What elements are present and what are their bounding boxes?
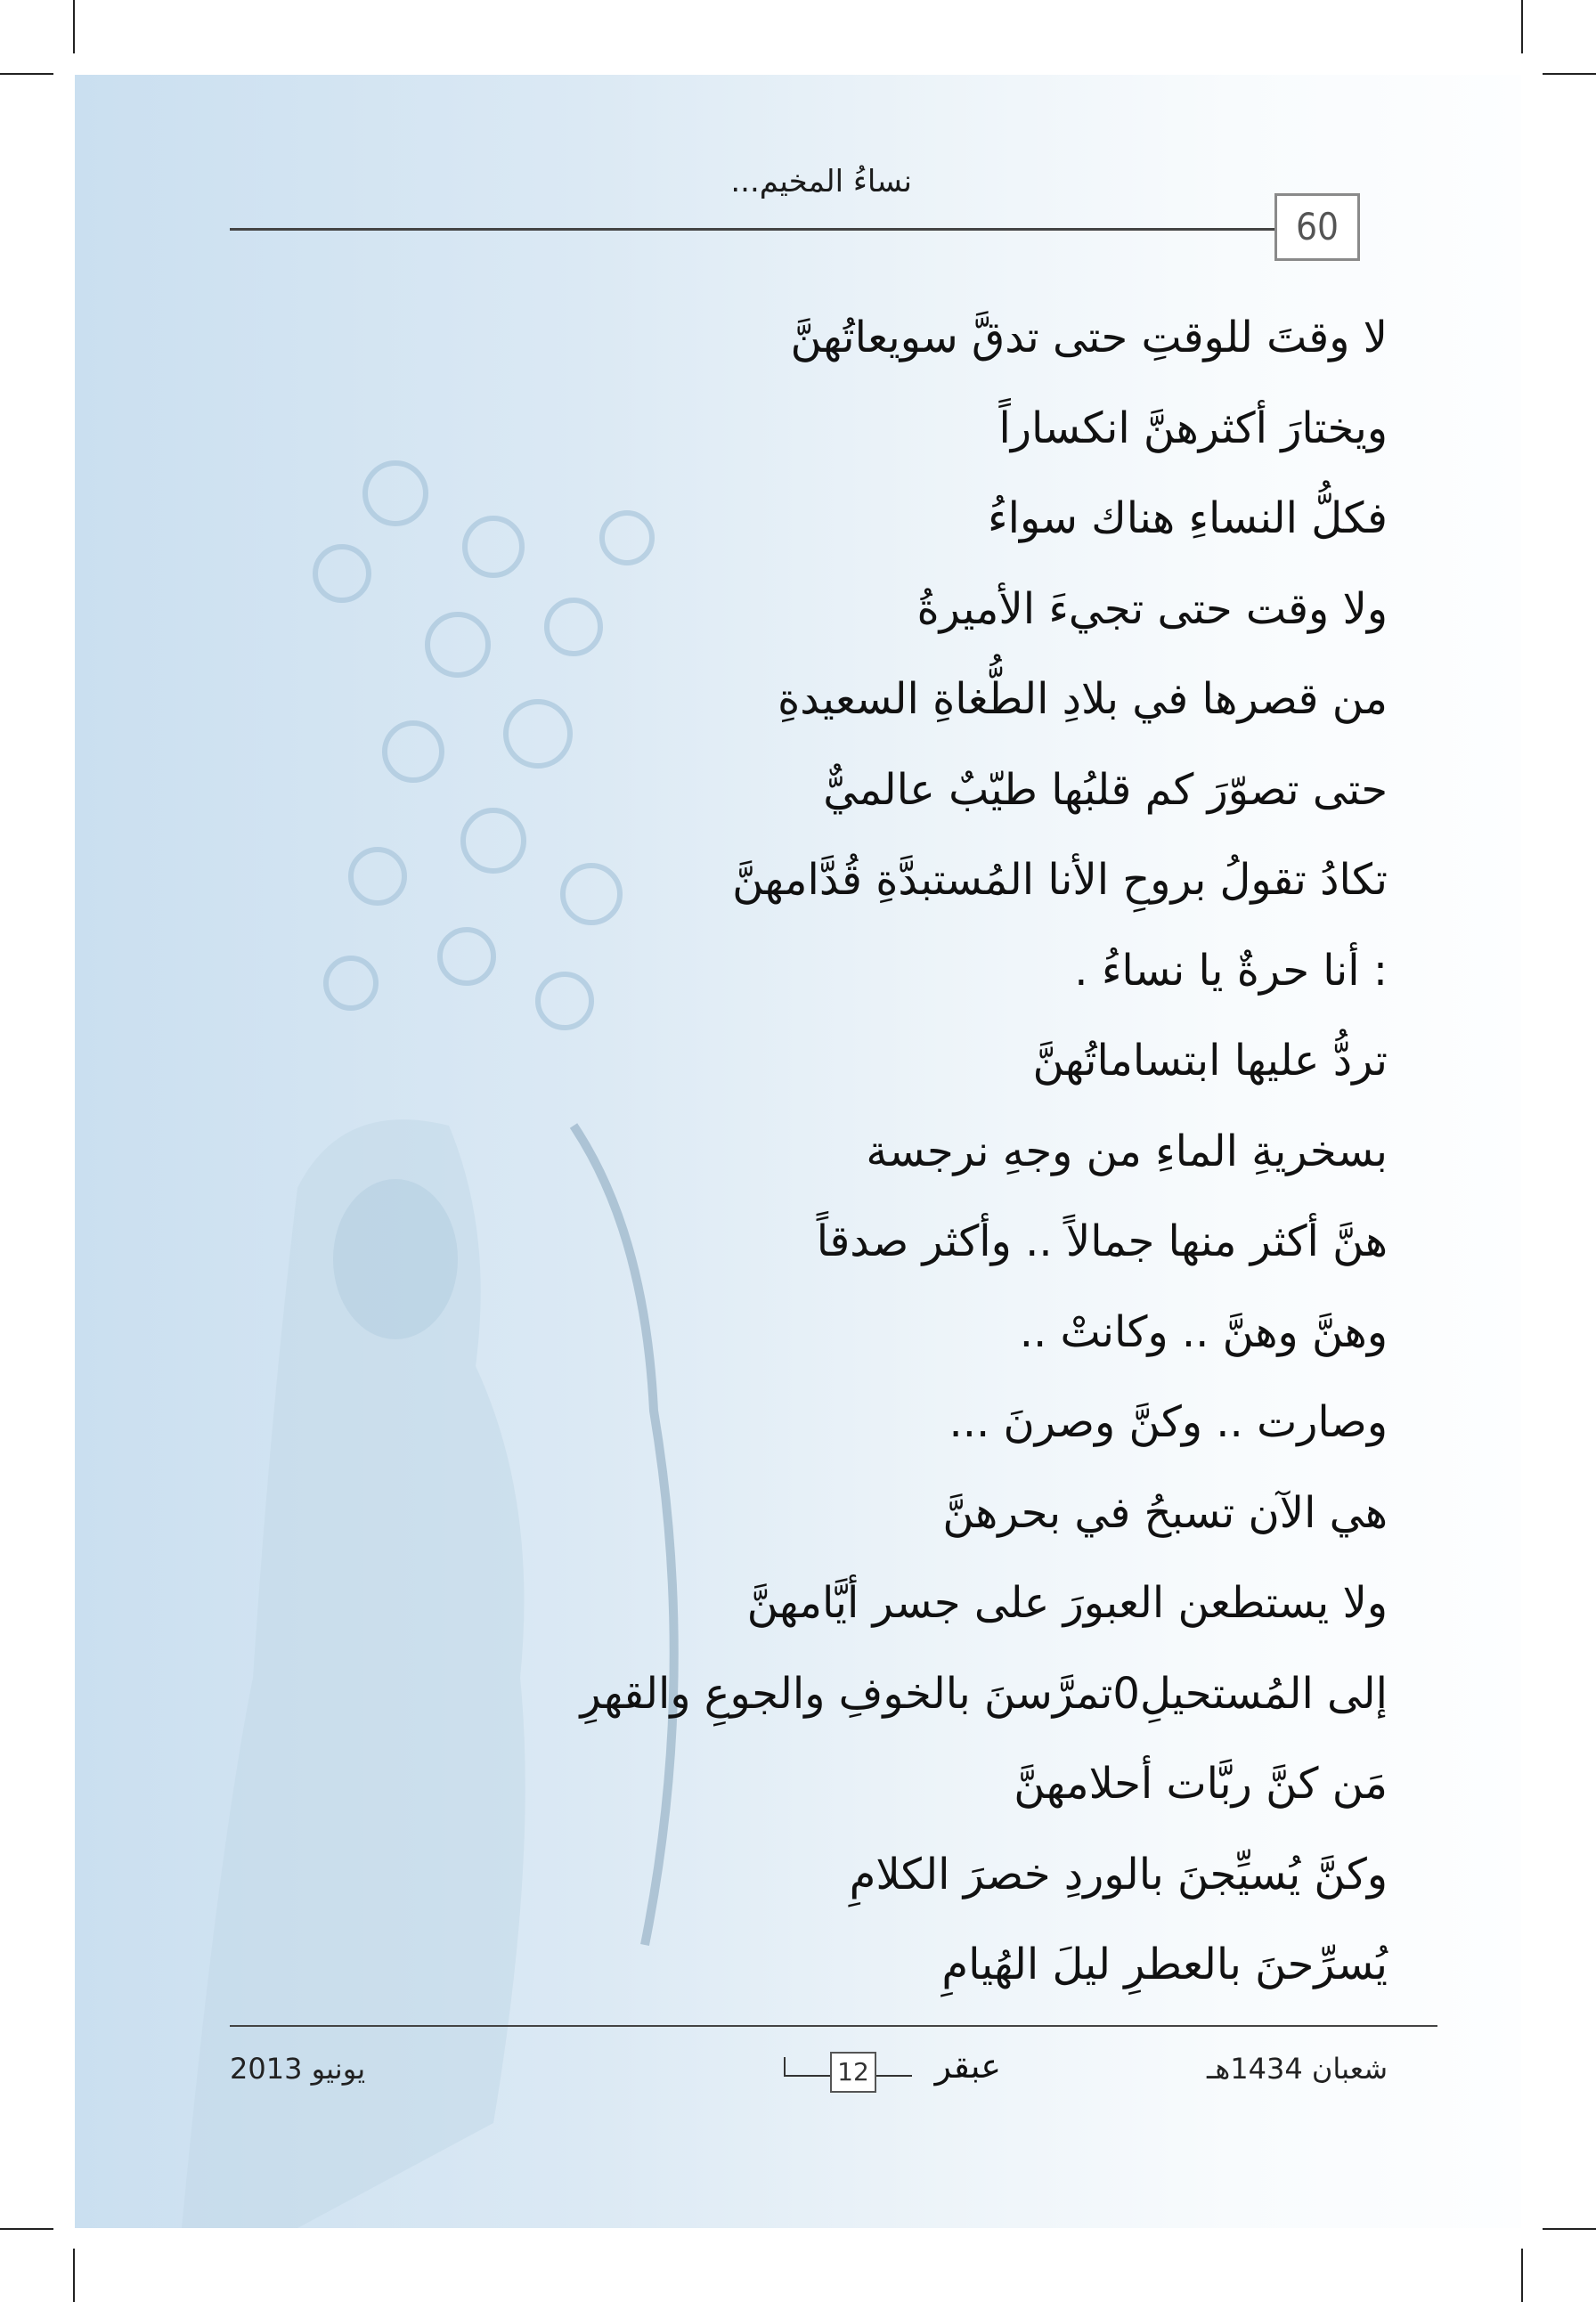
poem-line: ويختارَ أكثرهنَّ انكساراً [998,403,1388,453]
footer-magazine-mark [716,2046,1001,2096]
trim-mark [1543,2228,1596,2230]
footer-ornament-line [876,2075,912,2077]
poem-line: وكنَّ يُسيِّجنَ بالوردِ خصرَ الكلامِ [849,1849,1388,1899]
issue-number: 12 [830,2052,876,2093]
trim-mark [1521,0,1523,53]
trim-mark [73,0,75,53]
poem-line: لا وقتَ للوقتِ حتى تدقَّ سويعاتُهنَّ [790,313,1388,362]
page [75,75,1521,2228]
trim-mark [73,2249,75,2302]
poem-line: ولا يستطعن العبورَ على جسر أيَّامهنَّ [746,1578,1388,1628]
page-number: 60 [1274,193,1360,261]
trim-mark [1543,73,1596,75]
footer-date-gregorian: يونيو 2013 [230,2052,366,2086]
poem-line: حتى تصوّرَ كم قلبُها طيّبٌ عالميٌّ [823,764,1388,815]
running-header-title: نساءُ المخيم... [730,164,912,199]
poem-line: تكادُ تقولُ بروحِ الأنا المُستبدَّةِ قُدَّامهنَّ [732,855,1388,905]
poem-line: من قصرها في بلادِ الطُّغاةِ السعيدةِ [778,674,1388,724]
footer-date-hijri: شعبان 1434هـ [1206,2052,1388,2086]
trim-mark [0,2228,53,2230]
magazine-name: عبقر [934,2046,1001,2086]
footer-ornament-line [786,2075,830,2077]
poem-line: إلى المُستحيلِ0تمرَّسنَ بالخوفِ والجوعِ والقهرِ [580,1668,1388,1719]
poem-line: ولا وقت حتى تجيءَ الأميرةُ [916,583,1388,634]
poem-line: هي الآن تسبحُ في بحرهنَّ [942,1487,1388,1538]
poem-line: بسخريةِ الماءِ من وجهِ نرجسة [866,1126,1388,1176]
poem-body [580,293,1388,2011]
footer-ornament-tick [784,2057,786,2077]
poem-line: وصارت .. وكنَّ وصرنَ ... [949,1397,1388,1447]
header-rule [230,228,1347,231]
footer-rule [230,2025,1437,2027]
poem-line: تردُّ عليها ابتساماتُهنَّ [1032,1036,1388,1086]
poem-line: : أنا حرةٌ يا نساءُ . [1074,945,1388,996]
poem-line: وهنَّ وهنَّ .. وكانتْ .. [1019,1306,1388,1357]
poem-line: مَن كنَّ ربَّات أحلامهنَّ [1014,1759,1388,1809]
poem-line: يُسرِّحنَ بالعطرِ ليلَ الهُيامِ [941,1940,1388,1989]
poem-line: هنَّ أكثر منها جمالاً .. وأكثر صدقاً [816,1216,1388,1266]
trim-mark [0,73,53,75]
poem-line: فكلُّ النساءِ هناك سواءُ [988,493,1388,543]
trim-mark [1521,2249,1523,2302]
